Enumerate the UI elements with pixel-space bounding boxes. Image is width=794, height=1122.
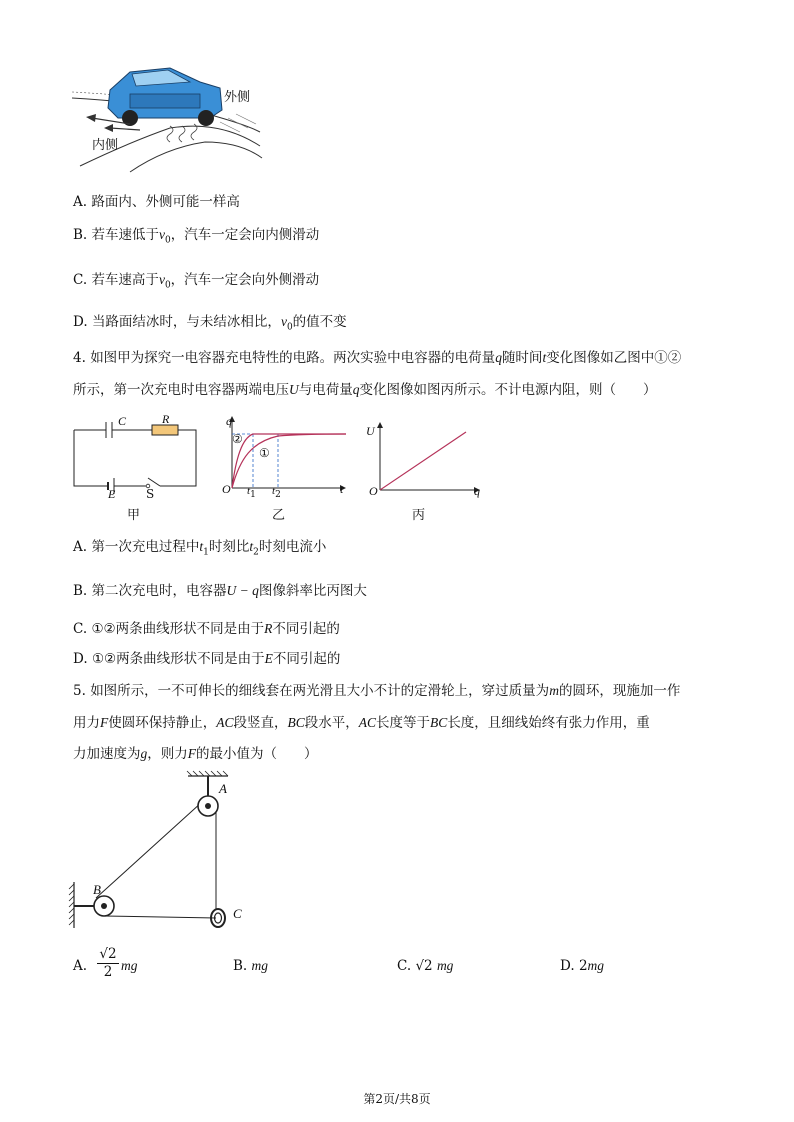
yi-t-axis-label: t (340, 482, 344, 496)
outer-side-label: 外侧 (224, 90, 251, 105)
switch-label: S (146, 487, 155, 501)
pulley-a-label: A (219, 781, 227, 796)
q5-option-c: C. √2 mg (397, 958, 454, 974)
yi-t1-label: $t_1$ (247, 485, 256, 501)
q4-stem-line-1: 4. 如图甲为探究一电容器充电特性的电路。两次实验中电容器的电荷量q随时间t变化图像如乙图中①② (73, 350, 682, 366)
q3-option-c: C. 若车速高于$v_0$，汽车一定会向外侧滑动 (73, 272, 320, 291)
pulley-b-label: B (93, 882, 101, 897)
ring-c-label: C (233, 906, 242, 921)
q4-option-a: A. 第一次充电过程中$t_1$时刻比$t_2$时刻电流小 (73, 539, 327, 558)
q4-option-d: D. ①②两条曲线形状不同是由于E不同引起的 (73, 651, 341, 667)
q4-option-b: B. 第二次充电时，电容器U − q图像斜率比丙图大 (73, 583, 367, 599)
q3-option-a: A. 路面内、外侧可能一样高 (73, 194, 240, 210)
q5-stem-line-2: 用力F使圆环保持静止，AC段竖直，BC段水平，AC长度等于BC长度，且细线始终有张力作用，重 (73, 715, 650, 731)
source-label: E (108, 487, 116, 501)
bing-origin-label: O (369, 484, 378, 498)
inner-side-label: 内侧 (92, 138, 119, 153)
yi-q-axis-label: q (226, 414, 232, 428)
caption-jia: 甲 (127, 508, 141, 523)
q4-stem-line-2: 所示，第一次充电时电容器两端电压U与电荷量q变化图像如图丙所示。不计电源内阻，则（ ） (73, 382, 657, 398)
bing-q-axis-label: q (474, 484, 480, 498)
q5-option-b: B. mg (233, 958, 269, 974)
q-t-graph-yi (222, 414, 350, 501)
caption-yi: 乙 (272, 508, 286, 523)
q4-option-c: C. ①②两条曲线形状不同是由于R不同引起的 (73, 621, 340, 637)
q5-option-d: D. 2mg (560, 958, 605, 974)
q3-option-d: D. 当路面结冰时，与未结冰相比，$v_0$的值不变 (73, 314, 347, 333)
q5-stem-line-3: 力加速度为g，则力F的最小值为（ ） (73, 746, 318, 762)
yi-origin-label: O (222, 482, 231, 496)
q3-option-b: B. 若车速低于$v_0$，汽车一定会向内侧滑动 (73, 227, 320, 246)
bing-u-axis-label: U (366, 424, 375, 438)
circuit-diagram-jia (70, 414, 200, 504)
yi-t2-label: $t_2$ (272, 485, 281, 501)
curve-1-label: ① (259, 446, 270, 460)
caption-bing: 丙 (412, 508, 426, 523)
car-on-curve-figure (70, 62, 270, 180)
page-number-footer: 第2页/共8页 (363, 1092, 431, 1106)
resistor-label: R (162, 412, 170, 426)
u-q-graph-bing (372, 420, 484, 500)
capacitor-label: C (118, 414, 127, 428)
q5-stem-line-1: 5. 如图所示，一不可伸长的细线套在两光滑且大小不计的定滑轮上，穿过质量为m的圆环，现施加一作 (73, 683, 681, 699)
curve-2-label: ② (232, 432, 243, 446)
